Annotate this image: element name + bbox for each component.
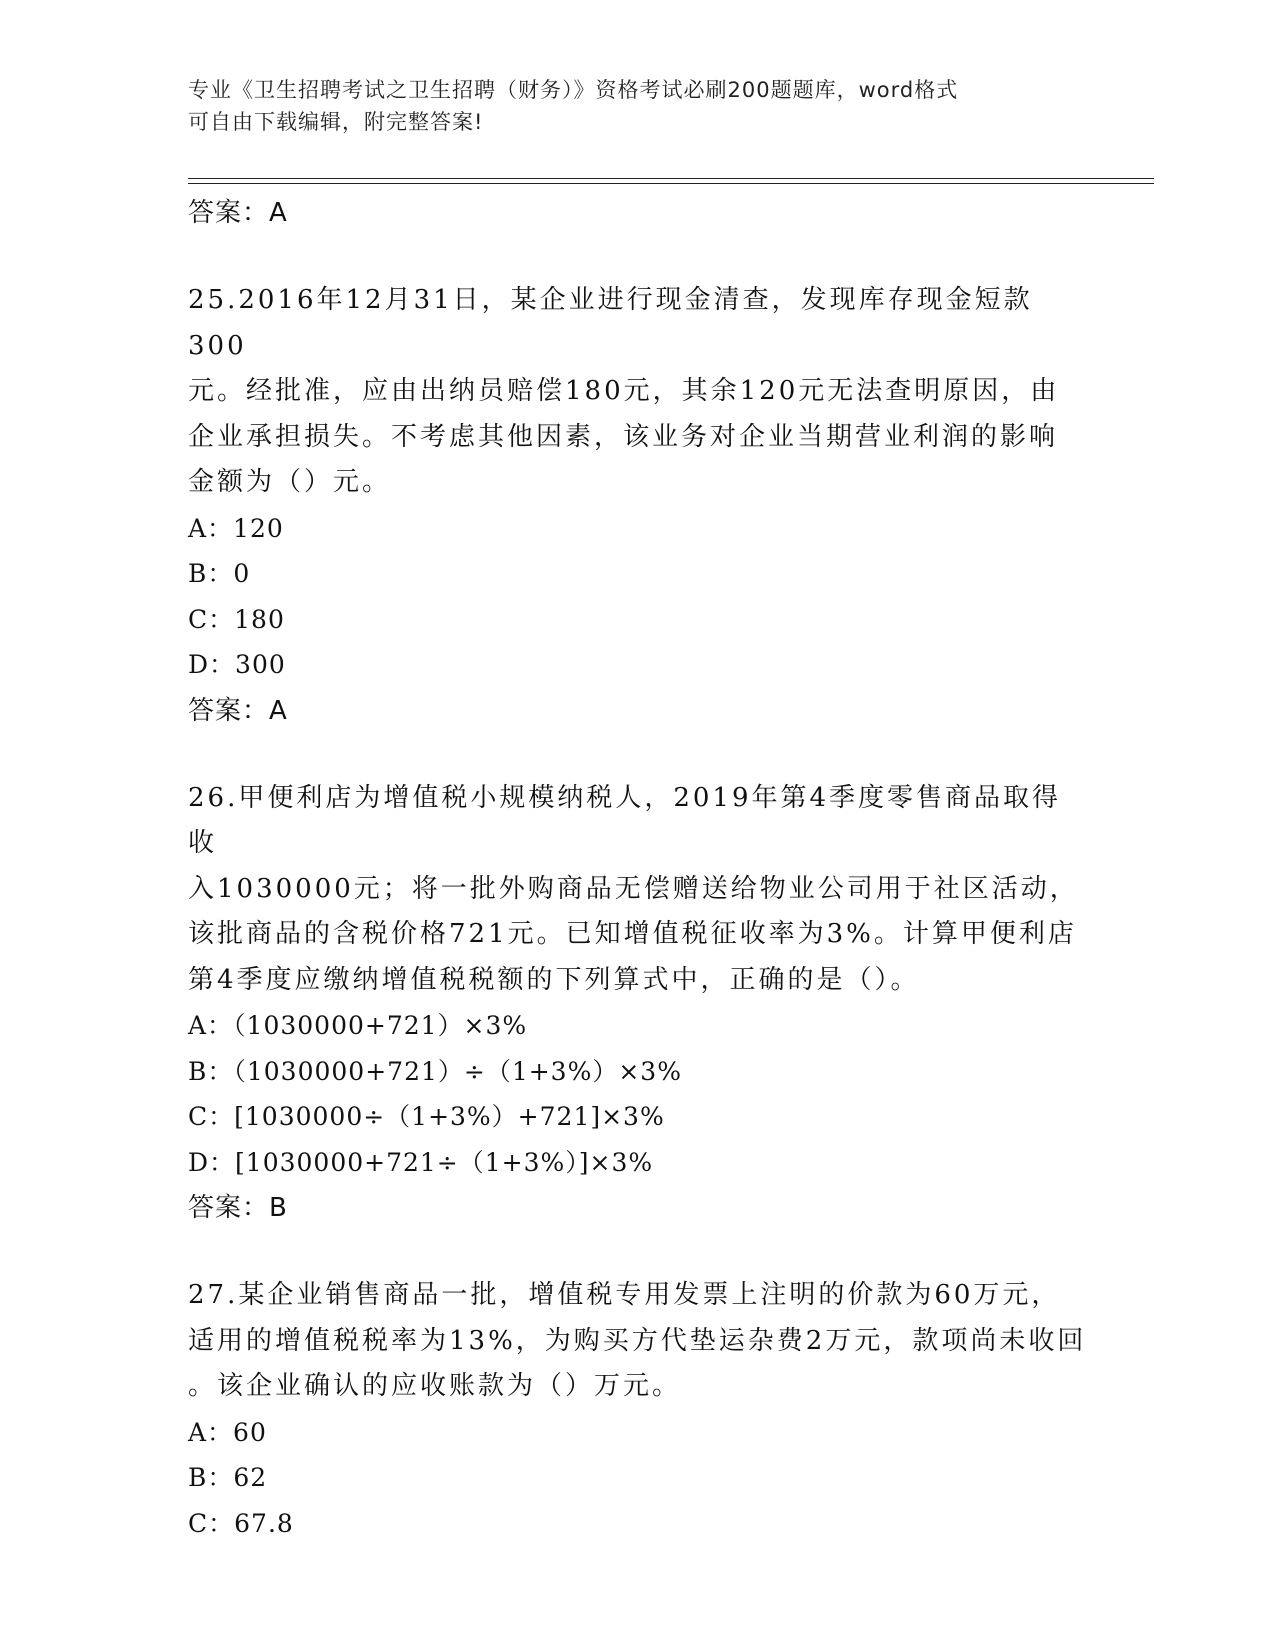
option-b: B：（1030000+721）÷（1+3%）×3% xyxy=(188,1056,682,1086)
page-header xyxy=(188,74,1088,138)
question-stem-line: 25.2016年12月31日，某企业进行现金清查，发现库存现金短款300 xyxy=(188,285,1033,361)
header-line-1: 专业《卫生招聘考试之卫生招聘（财务）》资格考试必刷200题题库，word格式 xyxy=(188,78,959,102)
header-rule-bottom xyxy=(188,183,1154,184)
answer-line: 答案：B xyxy=(188,1193,288,1223)
question-stem-line: 入1030000元；将一批外购商品无偿赠送给物业公司用于社区活动， xyxy=(188,873,1079,904)
question-stem-line: 第4季度应缴纳增值税税额的下列算式中，正确的是（）。 xyxy=(188,964,920,995)
answer-line: 答案：A xyxy=(188,198,288,228)
question-stem-line: 适用的增值税税率为13%，为购买方代垫运杂费2万元，款项尚未收回 xyxy=(188,1325,1087,1356)
header-line-2: 可自由下载编辑，附完整答案! xyxy=(188,110,484,134)
question-stem-line: 26.甲便利店为增值税小规模纳税人，2019年第4季度零售商品取得收 xyxy=(188,782,1062,858)
question-stem-line: 企业承担损失。不考虑其他因素，该业务对企业当期营业利润的影响 xyxy=(188,421,1059,452)
option-b: B：0 xyxy=(188,559,251,588)
answer-line: 答案：A xyxy=(188,695,288,726)
question-stem-line: 。该企业确认的应收账款为（）万元。 xyxy=(188,1371,682,1401)
question-stem-line: 该批商品的含税价格721元。已知增值税征收率为3%。计算甲便利店 xyxy=(188,919,1077,949)
option-d: D：300 xyxy=(188,650,286,679)
question-26 xyxy=(188,776,1088,1232)
option-c: C：67.8 xyxy=(188,1508,294,1538)
question-25 xyxy=(188,278,1088,734)
question-27 xyxy=(188,1273,1088,1546)
option-b: B：62 xyxy=(188,1463,268,1492)
option-a: A：60 xyxy=(188,1417,267,1447)
question-stem-line: 27.某企业销售商品一批，增值税专用发票上注明的价款为60万元， xyxy=(188,1280,1061,1310)
header-rule-top xyxy=(188,178,1154,179)
option-a: A：（1030000+721）×3% xyxy=(188,1011,528,1040)
option-a: A：120 xyxy=(188,513,284,543)
option-c: C：180 xyxy=(188,604,285,634)
document-body xyxy=(188,190,1088,1546)
option-c: C：[1030000÷（1+3%）+721]×3% xyxy=(188,1102,665,1131)
option-d: D：[1030000+721÷（1+3%）]×3% xyxy=(188,1147,654,1177)
question-stem-line: 金额为（）元。 xyxy=(188,467,392,497)
question-stem-line: 元。经批准，应由出纳员赔偿180元，其余120元无法查明原因，由 xyxy=(188,376,1060,406)
